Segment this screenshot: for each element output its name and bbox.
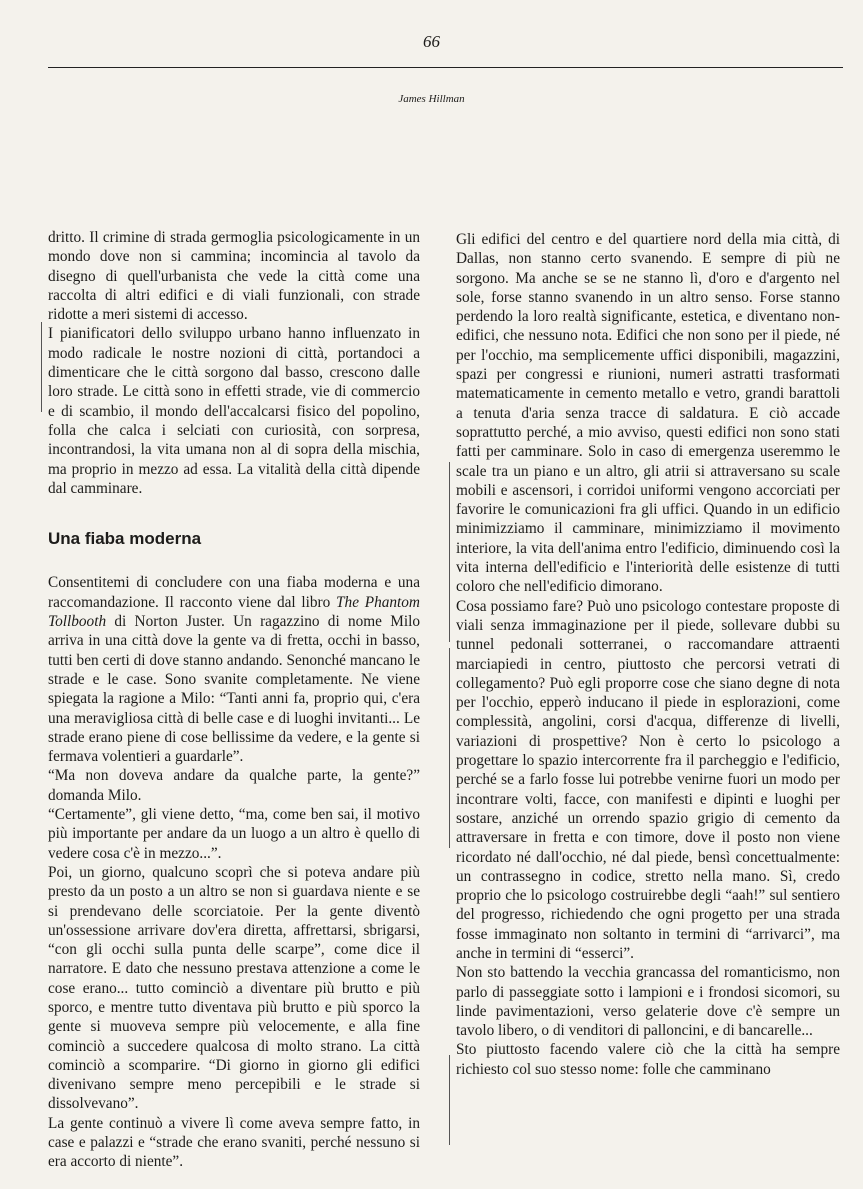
paragraph: Cosa possiamo fare? Può uno psicologo contestare proposte di viali senza immaginazione per il piede, sollevare dubbi su tunnel pedonali sotterranei, o raccomandare attraenti marciapiedi in centro, piuttosto che percorsi vetrati di collegamento? Può egli proporre cose che siano degne di nota per l'occhio, epperò inducano il piede in esplorazioni, come complessità, angolini, corsi d'acqua, differenze di livelli, variazioni di prospettive? Non è certo lo psicologo a progettare lo spazio intercorrente fra il parcheggio e l'edificio, perché se a farlo fosse lui potrebbe venirne fuori un modo per incontrare volti, facce, con manifesti e dipinti e luoghi per sostare, anziché un orrendo spazio grigio di cemento da attraversare in fretta e con timore, dove il posto non viene ricordato né dall'occhio, né dal piede, bensì concettualmente: un contrassegno in codice, stretto nella mano. Sì, credo proprio che lo psicologo costruirebbe degli “aah!” sul sentiero del progresso, richiedendo che ogni progetto per una strada fosse immaginato non soltanto in termini di “arrivarci”, ma anche in termini di “esserci”. [456, 597, 840, 962]
text-run: di Norton Juster. Un ragazzino di nome Milo arriva in una città dove la gente va di fretta, occhi in basso, tutti ben certi di dove stanno andando. Senonché mancano le strade e le case. Sono svanite completamente. Ne viene spiegata la ragione a Milo: “Tanti anni fa, proprio qui, c'era una meravigliosa città di belle case e di luoghi invitanti... Le strade erano piene di cose bellissime da vedere, e la gente si fermava volentieri a guardarle”. [48, 613, 420, 766]
paragraph: Sto piuttosto facendo valere ciò che la città ha sempre richiesto col suo stesso nome: folle che camminano [456, 1041, 840, 1078]
text-run: Consentitemi di concludere con una fiaba moderna e una raccomandazione. Il racconto viene dal libro [48, 574, 420, 611]
book-title: The Phantom Tollbooth [48, 593, 420, 631]
margin-mark [449, 1055, 450, 1145]
margin-mark [41, 322, 42, 412]
paragraph: “Certamente”, gli viene detto, “ma, come ben sai, il motivo più importante per andare da un luogo a un altro è quello di vedere cosa c'è in mezzo...”. [48, 806, 420, 862]
page-number: 66 [423, 32, 440, 51]
paragraph: “Ma non doveva andare da qualche parte, la gente?” domanda Milo. [48, 767, 420, 804]
paragraph [48, 573, 420, 766]
right-column [456, 230, 840, 1079]
running-head: James Hillman [398, 93, 465, 105]
margin-mark [449, 648, 450, 848]
left-column [48, 228, 420, 1172]
paragraph: Gli edifici del centro e del quartiere nord della mia città, di Dallas, non stanno certo svanendo. E sempre di più ne sorgono. Ma anche se se ne stanno lì, d'oro e d'argento nel sole, forse stanno svanendo in un altro senso. Forse stanno perdendo la loro realtà significante, estetica, e diventano non-edifici, che nessuno nota. Edifici che non sono per il piede, né per l'occhio, ma semplicemente uffici disponibili, magazzini, spazi per congressi e riunioni, numeri astratti trasformati matematicamente in cemento metallo e vetro, grandi barattoli a tenuta d'aria senza tracce di saldatura. E ciò accade soprattutto perché, a mio avviso, questi edifici non sono stati fatti per camminare. Solo in caso di emergenza useremmo le scale tra un piano e un altro, gli atrii si attraversano su scale mobili e ascensori, i corridoi uniformi vengono accorciati per favorire le comunicazioni fra gli uffici. Quando in un edificio minimizziamo il camminare, minimizziamo il movimento interiore, la vita dell'anima entro l'edificio, diminuendo così la vita interna dell'edificio e l'interiorità delle esistenze di tutti coloro che nell'edificio dimorano. [456, 231, 840, 596]
paragraph: Poi, un giorno, qualcuno scoprì che si poteva andare più presto da un posto a un altro se non si guardava niente e se si prendevano delle scorciatoie. Per la gente diventò un'ossessione arrivare dov'era diretta, affrettarsi, sbrigarsi, “con gli occhi sulla punta delle scarpe”, come dice il narratore. E dato che nessuno prestava attenzione a come le cose erano... tutto cominciò a diventare più brutto e più sporco, e mentre tutto diventava più brutto e più sporco la gente si muoveva sempre più velocemente, e alla fine cominciò a succedere qualcosa di molto strano. La città cominciò a scomparire. “Di giorno in giorno gli edifici divenivano sempre meno percepibili e le strade si dissolvevano”. [48, 863, 420, 1113]
margin-mark [449, 462, 450, 642]
section-heading: Una fiaba moderna [48, 529, 202, 549]
paragraph: Non sto battendo la vecchia grancassa del romanticismo, non parlo di passeggiate sotto i lampioni e i frondosi sicomori, su linde pavimentazioni, verso gelaterie dove c'è sempre un tavolo libero, o di venditori di palloncini, e di bancarelle... [456, 964, 840, 1040]
paragraph: I pianificatori dello sviluppo urbano hanno influenzato in modo radicale le nostre nozioni di città, portandoci a dimenticare che le città sorgono dal basso, crescono dalle loro strade. Le città sono in effetti strade, vie di commercio e di scambio, il mondo dell'accalcarsi fisico del popolino, folla che calca i selciati con curiosità, con sorpresa, incontrandosi, la vita umana non al di sopra della mischia, ma proprio in mezzo ad essa. La vitalità della città dipende dal camminare. [48, 325, 420, 497]
paragraph: dritto. Il crimine di strada germoglia psicologicamente in un mondo dove non si cammina; incomincia al tavolo da disegno di quell'urbanista che vede la città come una raccolta di altri edifici e di viali funzionali, con strade ridotte a meri sistemi di accesso. [48, 229, 420, 324]
paragraph: La gente continuò a vivere lì come aveva sempre fatto, in case e palazzi e “strade che erano svaniti, perché nessuno si era accorto di niente”. [48, 1114, 420, 1171]
header-rule [48, 67, 843, 68]
